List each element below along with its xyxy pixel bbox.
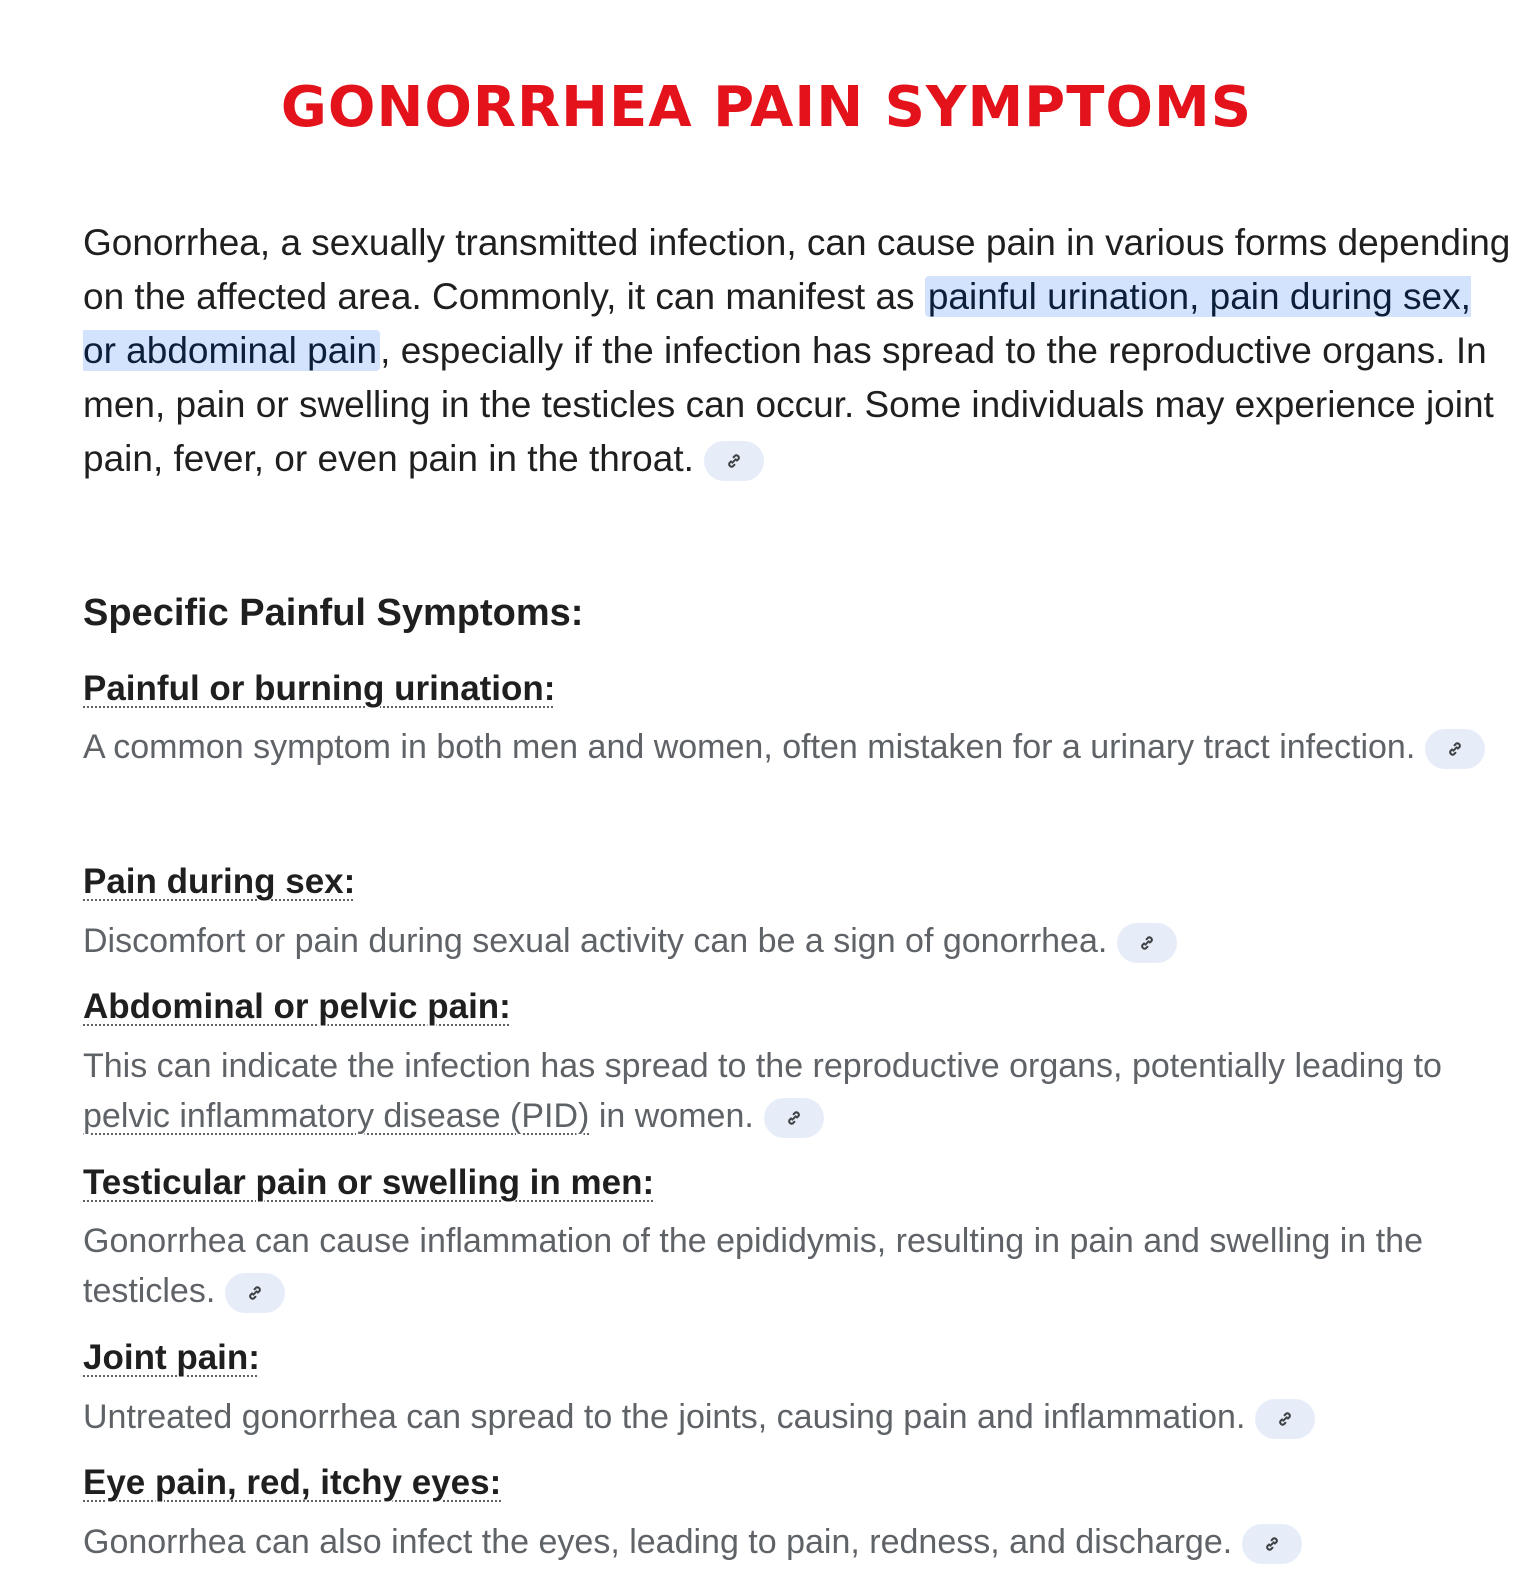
item-title-joint-pain[interactable]: Joint pain:	[83, 1338, 260, 1377]
item-desc-text-after: in women.	[589, 1097, 754, 1135]
page-title: GONORRHEA PAIN SYMPTOMS	[280, 75, 1253, 140]
item-source-link-button[interactable]	[1117, 923, 1177, 963]
item-desc-text: Discomfort or pain during sexual activity can be a sign of gonorrhea.	[83, 922, 1108, 960]
item-desc-eye-pain	[83, 1517, 1503, 1567]
item-desc-joint-pain	[83, 1392, 1503, 1442]
item-source-link-button[interactable]	[1425, 729, 1485, 769]
link-icon	[1261, 1534, 1283, 1554]
item-desc-text: A common symptom in both men and women, often mistaken for a urinary tract infection.	[83, 728, 1416, 766]
link-icon	[783, 1108, 805, 1128]
item-desc-abdominal-pain	[83, 1041, 1503, 1141]
link-icon	[1274, 1409, 1296, 1429]
intro-source-link-button[interactable]	[704, 441, 764, 481]
item-desc-text: This can indicate the infection has spread to the reproductive organs, potentially leading to	[83, 1047, 1442, 1085]
item-desc-testicular-pain	[83, 1216, 1503, 1316]
item-desc-text: Gonorrhea can cause inflammation of the epididymis, resulting in pain and swelling in the testicles.	[83, 1222, 1423, 1310]
intro-paragraph	[83, 216, 1513, 486]
pid-link[interactable]: pelvic inflammatory disease (PID)	[83, 1097, 590, 1135]
intro-highlight[interactable]: painful urination, pain during sex, or abdominal pain	[83, 276, 1471, 371]
item-title-eye-pain[interactable]: Eye pain, red, itchy eyes:	[83, 1463, 502, 1502]
item-desc-pain-during-sex	[83, 916, 1503, 966]
item-desc-painful-urination	[83, 722, 1503, 772]
item-source-link-button[interactable]	[764, 1098, 824, 1138]
item-title-pain-during-sex[interactable]: Pain during sex:	[83, 862, 356, 901]
intro-text-before: Gonorrhea, a sexually transmitted infection, can cause pain in various forms depending on the affected area. Commonly, it can manifest as	[83, 222, 1511, 317]
item-source-link-button[interactable]	[225, 1273, 285, 1313]
item-title-painful-urination[interactable]: Painful or burning urination:	[83, 669, 556, 708]
link-icon	[244, 1283, 266, 1303]
link-icon	[1444, 739, 1466, 759]
section-heading: Specific Painful Symptoms:	[83, 592, 584, 634]
link-icon	[1136, 933, 1158, 953]
item-source-link-button[interactable]	[1242, 1524, 1302, 1564]
item-source-link-button[interactable]	[1255, 1399, 1315, 1439]
item-title-testicular-pain[interactable]: Testicular pain or swelling in men:	[83, 1163, 655, 1202]
item-desc-text: Untreated gonorrhea can spread to the joints, causing pain and inflammation.	[83, 1398, 1246, 1436]
item-title-abdominal-pain[interactable]: Abdominal or pelvic pain:	[83, 987, 511, 1026]
item-desc-text: Gonorrhea can also infect the eyes, leading to pain, redness, and discharge.	[83, 1523, 1233, 1561]
intro-text-after: , especially if the infection has spread to the reproductive organs. In men, pain or swelling in the testicles can occur. Some individuals may experience joint pain, fever, or even pain in the throat.	[83, 330, 1494, 479]
link-icon	[723, 451, 745, 471]
